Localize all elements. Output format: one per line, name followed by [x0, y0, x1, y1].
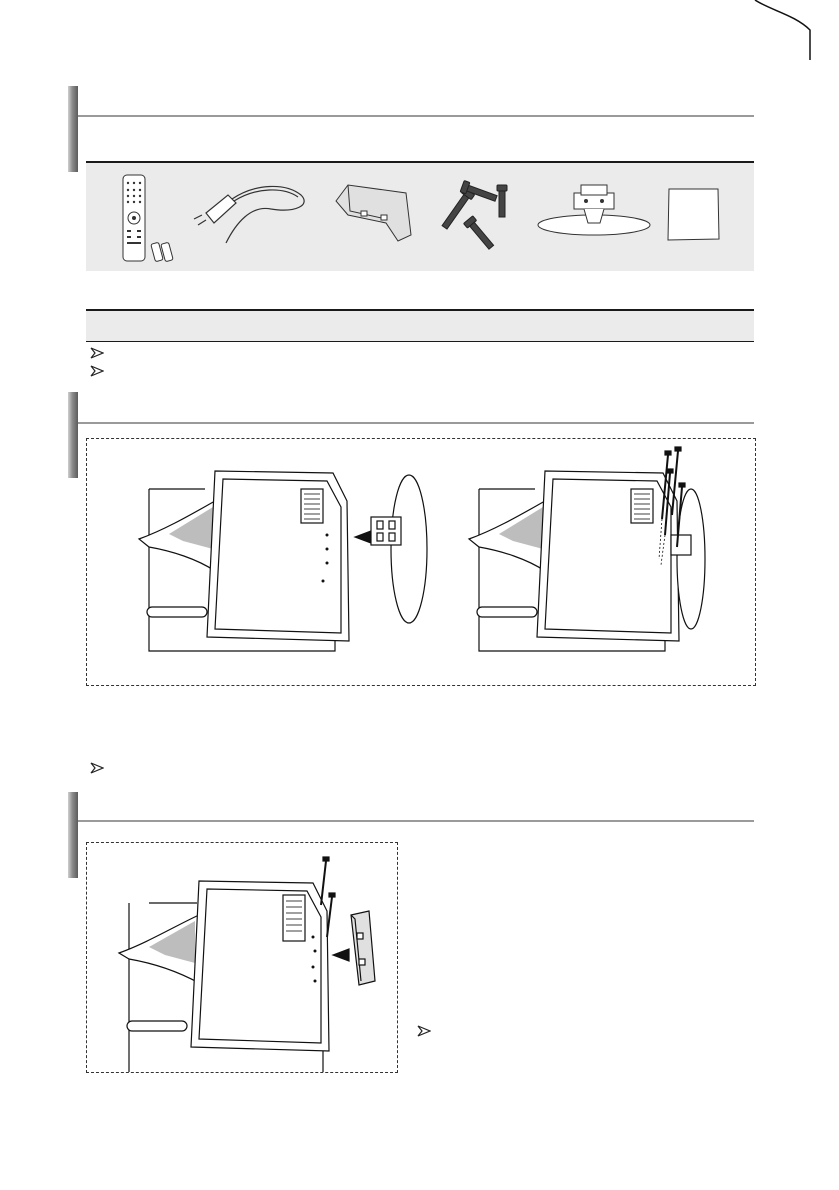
screws-icon [440, 181, 507, 252]
note-arrow-icon [90, 762, 104, 774]
section-rule-stand [78, 422, 754, 424]
stand-illustration-frame [86, 438, 756, 686]
accessories-panel [86, 161, 754, 271]
note-arrow-icon [90, 365, 104, 377]
note-arrow-icon [90, 347, 104, 359]
bracket-illustration-frame [86, 842, 398, 1073]
tv-cover-attach-diagram [119, 857, 375, 1072]
section-rule-accessories [78, 115, 754, 117]
accessories-note-box [86, 309, 754, 342]
tv-stand-attach-diagram-left [139, 471, 427, 651]
cover-bottom-icon [336, 185, 411, 241]
section-rule-bracket [78, 820, 754, 822]
note-arrow-icon [417, 1025, 431, 1037]
stand-icon [538, 185, 650, 235]
power-cord-icon [194, 186, 304, 243]
section-marker-bracket [68, 792, 78, 878]
cloth-icon [668, 189, 719, 240]
section-marker-stand [68, 392, 78, 478]
tv-stand-attach-diagram-right [469, 447, 705, 651]
page-corner-line [0, 0, 839, 60]
remote-control-icon [123, 175, 173, 262]
section-marker-accessories [68, 86, 78, 172]
